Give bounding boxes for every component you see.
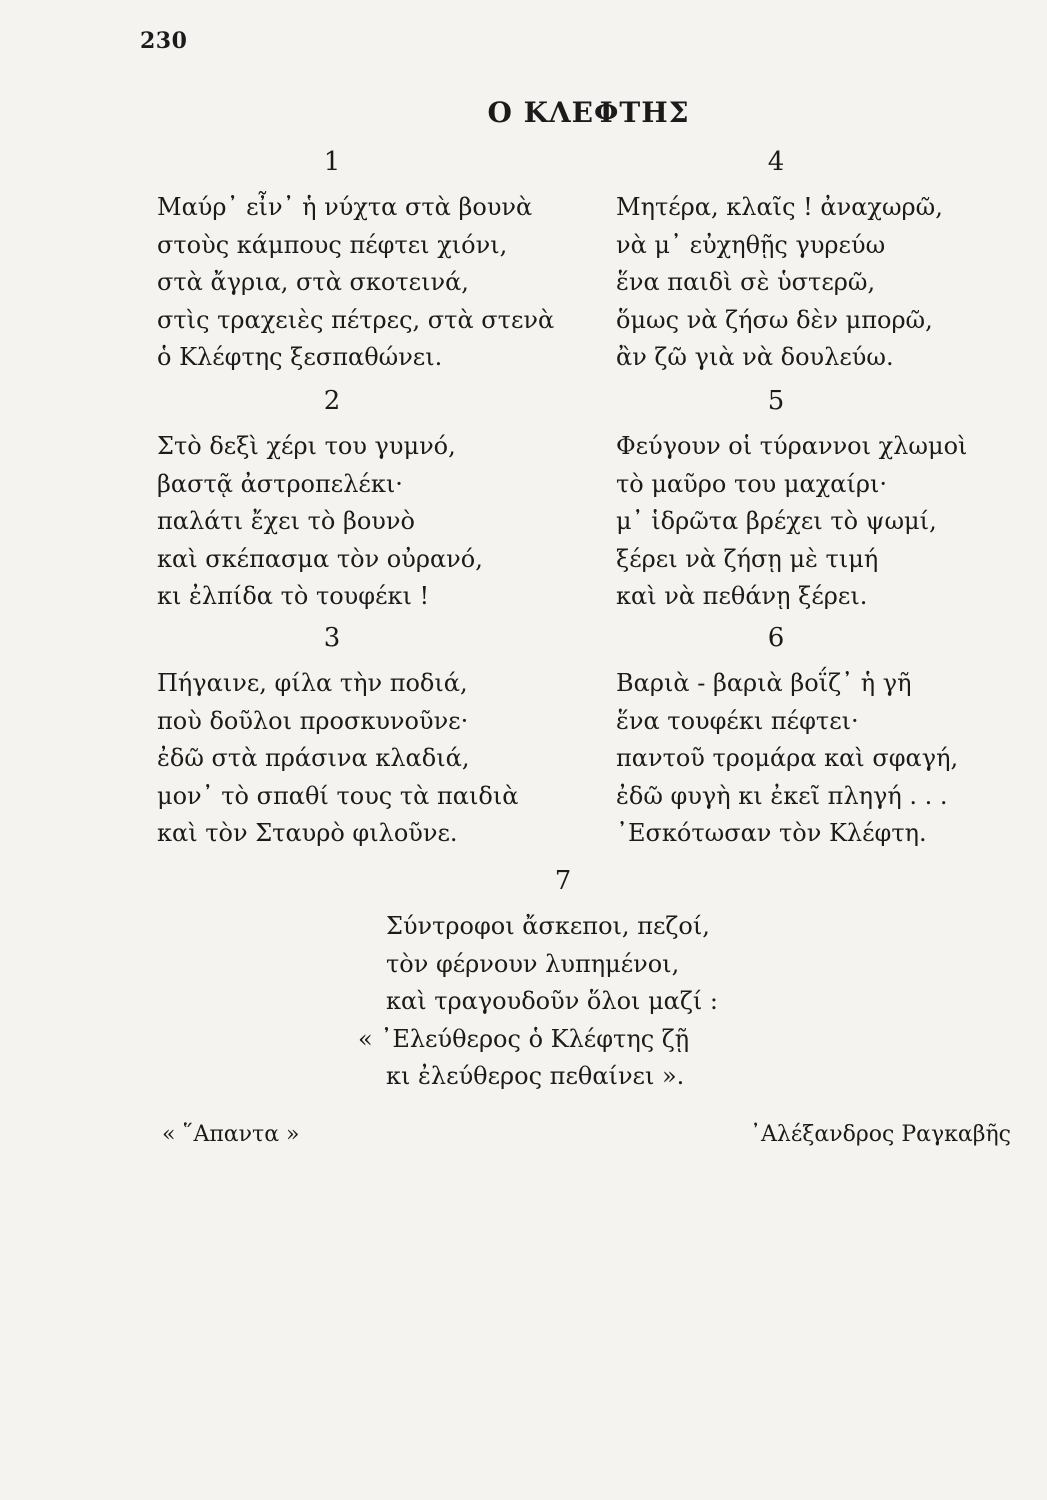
verse-line: νὰ μ᾽ εὐχηθῇς γυρεύω (616, 230, 886, 259)
author-name: ᾽Αλέξανδρος Ραγκαβῆς (750, 1122, 1011, 1147)
page-number: 230 (140, 28, 188, 54)
stanza-number: 4 (767, 147, 785, 177)
stanza-4 (616, 145, 1036, 377)
verse-line: καὶ σκέπασμα τὸν οὐρανό, (157, 544, 483, 573)
verse-line: ἐδῶ φυγὴ κι ἐκεῖ πληγή . . . (616, 781, 948, 810)
verse-line: Στὸ δεξὶ χέρι του γυμνό, (157, 432, 456, 460)
stanza-number: 2 (323, 386, 341, 416)
verse-line: ξέρει νὰ ζήσῃ μὲ τιμή (616, 544, 879, 573)
verse-line: καὶ τὸν Σταυρὸ φιλοῦνε. (157, 819, 458, 847)
stanza-1 (157, 145, 577, 377)
stanza-7 (358, 864, 778, 1096)
verse-line: τὸν φέρνουν λυπημένοι, (386, 949, 680, 978)
verse-line: Φεύγουν οἱ τύραννοι χλωμοὶ (616, 432, 968, 460)
verse-line: Πήγαινε, φίλα τὴν ποδιά, (157, 669, 468, 697)
verse-line: στὰ ἄγρια, στὰ σκοτεινά, (157, 268, 469, 296)
verse-line: Σύντροφοι ἄσκεποι, πεζοί, (386, 912, 710, 940)
verse-line: μ᾽ ἱδρῶτα βρέχει τὸ ψωμί, (616, 507, 937, 535)
verse-line: Μαύρ᾽ εἶν᾽ ἡ νύχτα στὰ βουνὰ (157, 193, 533, 221)
verse-line: ἐδῶ στὰ πράσινα κλαδιά, (157, 744, 470, 772)
stanza-number: 1 (323, 147, 341, 177)
stanza-number: 5 (767, 386, 785, 416)
stanza-3 (157, 621, 577, 853)
verse-line: ᾽Εσκότωσαν τὸν Κλέφτη. (616, 819, 927, 847)
verse-line: μον᾽ τὸ σπαθί τους τὰ παιδιὰ (157, 781, 519, 810)
verse-line: τὸ μαῦρο του μαχαίρι· (616, 469, 887, 498)
stanza-number: 3 (323, 623, 341, 653)
verse-line: ἕνα τουφέκι πέφτει· (616, 706, 859, 735)
verse-line: παλάτι ἔχει τὸ βουνὸ (157, 507, 415, 535)
poem-title: Ο ΚΛΕΦΤΗΣ (487, 96, 690, 129)
verse-line: κι ἐλεύθερος πεθαίνει ». (386, 1062, 685, 1090)
verse-line: ὅμως νὰ ζήσω δὲν μπορῶ, (616, 305, 933, 334)
verse-line: « ᾽Ελεύθερος ὁ Κλέφτης ζῇ (358, 1024, 690, 1053)
stanza-number: 6 (767, 623, 785, 653)
verse-line: κι ἐλπίδα τὸ τουφέκι ! (157, 582, 430, 610)
stanza-number: 7 (554, 866, 572, 896)
verse-line: ποὺ δοῦλοι προσκυνοῦνε· (157, 706, 469, 735)
verse-line: καὶ νὰ πεθάνῃ ξέρει. (616, 582, 868, 610)
verse-line: Βαριὰ - βαριὰ βοΐζ᾽ ἡ γῆ (616, 669, 912, 697)
verse-line: Μητέρα, κλαῖς ! ἀναχωρῶ, (616, 193, 943, 221)
verse-line: καὶ τραγουδοῦν ὅλοι μαζί : (386, 987, 719, 1015)
stanza-6 (616, 621, 1036, 853)
verse-line: στὶς τραχειὲς πέτρες, στὰ στενὰ (157, 305, 555, 334)
verse-line: παντοῦ τρομάρα καὶ σφαγή, (616, 744, 959, 772)
verse-line: βαστᾷ ἀστροπελέκι· (157, 469, 403, 498)
verse-line: ἂν ζῶ γιὰ νὰ δουλεύω. (616, 343, 894, 371)
stanza-2 (157, 384, 577, 616)
verse-line: ὁ Κλέφτης ξεσπαθώνει. (157, 343, 443, 371)
stanza-5 (616, 384, 1036, 616)
verse-line: στοὺς κάμπους πέφτει χιόνι, (157, 230, 508, 259)
verse-line: ἕνα παιδὶ σὲ ὑστερῶ, (616, 268, 876, 296)
source-title: « ῞Απαντα » (162, 1122, 300, 1147)
